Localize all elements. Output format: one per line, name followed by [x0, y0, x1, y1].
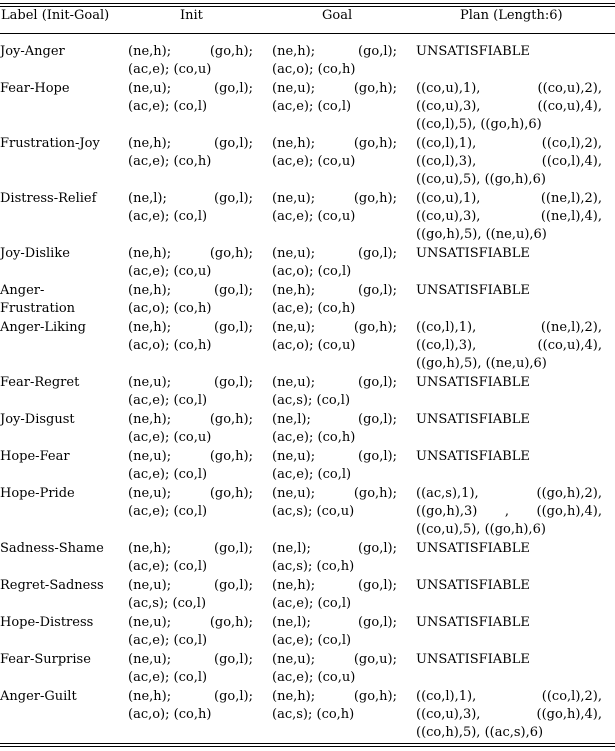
cell-goal: [272, 540, 397, 576]
cell-label-line: Distress-Relief: [0, 191, 97, 206]
cell-label: [0, 245, 122, 263]
cell-init-line: (ac,e); (co,u): [128, 62, 212, 77]
cell-plan: [416, 614, 602, 632]
cell-goal: [272, 190, 397, 226]
table-row: [0, 135, 615, 189]
cell-plan-line: ((co,l),1), ((co,l),2),: [416, 136, 602, 151]
cell-init: [128, 43, 253, 79]
cell-init-line: (ac,e); (co,l): [128, 670, 208, 685]
cell-init-line: (ne,u); (go,h);: [128, 449, 253, 464]
cell-init: [128, 245, 253, 281]
cell-plan-line: ((go,h),5), ((ne,u),6): [416, 227, 547, 242]
cell-init: [128, 80, 253, 116]
cell-label-line: Fear-Hope: [0, 81, 70, 96]
cell-init-line: (ac,e); (co,l): [128, 633, 208, 648]
cell-goal-line: (ac,e); (co,l): [272, 596, 352, 611]
cell-init-line: (ac,e); (co,l): [128, 467, 208, 482]
cell-goal: [272, 485, 397, 521]
cell-goal: [272, 577, 397, 613]
cell-plan-line: UNSATISFIABLE: [416, 246, 530, 261]
cell-plan-line: ((co,l),1), ((ne,l),2),: [416, 320, 602, 335]
cell-init-line: (ne,h); (go,l);: [128, 320, 253, 335]
cell-init: [128, 448, 253, 484]
cell-plan-line: ((co,u),3), ((go,h),4),: [416, 707, 602, 722]
cell-goal-line: (ne,h); (go,l);: [272, 44, 397, 59]
cell-plan: [416, 190, 602, 244]
cell-goal-line: (ac,e); (co,l): [272, 467, 352, 482]
cell-goal-line: (ac,e); (co,u): [272, 670, 356, 685]
cell-label: [0, 540, 122, 558]
cell-goal-line: (ac,o); (co,h): [272, 62, 356, 77]
cell-goal-line: (ne,u); (go,h);: [272, 191, 397, 206]
cell-init-line: (ac,e); (co,l): [128, 99, 208, 114]
cell-goal: [272, 688, 397, 724]
cell-goal-line: (ac,e); (co,l): [272, 99, 352, 114]
cell-label-line: Joy-Disgust: [0, 412, 75, 427]
cell-label: [0, 135, 122, 153]
cell-init-line: (ac,e); (co,h): [128, 154, 212, 169]
table-row: [0, 190, 615, 244]
cell-plan-line: ((co,u),5), ((go,h),6): [416, 522, 546, 537]
cell-init: [128, 374, 253, 410]
table-row: [0, 80, 615, 134]
cell-init-line: (ac,e); (co,l): [128, 504, 208, 519]
cell-label: [0, 282, 122, 318]
cell-goal-line: (ne,l); (go,l);: [272, 615, 397, 630]
cell-plan: [416, 80, 602, 134]
cell-init-line: (ne,u); (go,h);: [128, 486, 253, 501]
header-init: Init: [180, 8, 203, 23]
cell-plan-line: UNSATISFIABLE: [416, 449, 530, 464]
cell-goal: [272, 374, 397, 410]
cell-init: [128, 485, 253, 521]
cell-plan: [416, 245, 602, 263]
cell-label: [0, 651, 122, 669]
top-rule-double: [0, 6, 615, 7]
cell-init-line: (ne,u); (go,l);: [128, 81, 253, 96]
cell-init-line: (ne,u); (go,l);: [128, 652, 253, 667]
cell-plan: [416, 485, 602, 539]
cell-goal: [272, 319, 397, 355]
table-row: [0, 411, 615, 447]
cell-goal: [272, 135, 397, 171]
cell-init-line: (ne,u); (go,h);: [128, 615, 253, 630]
cell-goal: [272, 80, 397, 116]
cell-goal-line: (ne,u); (go,h);: [272, 486, 397, 501]
cell-goal: [272, 614, 397, 650]
cell-init-line: (ne,h); (go,l);: [128, 283, 253, 298]
header-label: Label (Init-Goal): [1, 8, 110, 23]
cell-init: [128, 540, 253, 576]
cell-label-line: Frustration-Joy: [0, 136, 100, 151]
cell-goal: [272, 411, 397, 447]
cell-init: [128, 282, 253, 318]
cell-init-line: (ac,e); (co,l): [128, 559, 208, 574]
cell-plan-line: UNSATISFIABLE: [416, 44, 530, 59]
cell-label: [0, 485, 122, 503]
cell-plan-line: ((co,u),1), ((co,u),2),: [416, 81, 602, 96]
cell-init-line: (ac,s); (co,l): [128, 596, 207, 611]
cell-plan-line: UNSATISFIABLE: [416, 578, 530, 593]
cell-label: [0, 374, 122, 392]
cell-goal-line: (ne,h); (go,h);: [272, 136, 397, 151]
cell-init-line: (ac,e); (co,l): [128, 209, 208, 224]
cell-label: [0, 614, 122, 632]
header-goal: Goal: [322, 8, 353, 23]
cell-goal: [272, 651, 397, 687]
cell-label-line: Joy-Anger: [0, 44, 65, 59]
table-row: [0, 282, 615, 318]
cell-label: [0, 411, 122, 429]
cell-init: [128, 190, 253, 226]
cell-plan: [416, 282, 602, 300]
cell-plan: [416, 651, 602, 669]
table-row: [0, 374, 615, 410]
table-row: [0, 614, 615, 650]
table-row: [0, 540, 615, 576]
cell-plan: [416, 374, 602, 392]
cell-plan-line: ((go,h),3) , ((go,h),4),: [416, 504, 602, 519]
cell-init-line: (ac,o); (co,h): [128, 707, 212, 722]
cell-plan-line: UNSATISFIABLE: [416, 283, 530, 298]
cell-init-line: (ne,h); (go,h);: [128, 246, 253, 261]
cell-plan: [416, 577, 602, 595]
cell-plan-line: UNSATISFIABLE: [416, 375, 530, 390]
cell-goal-line: (ac,e); (co,u): [272, 209, 356, 224]
cell-goal-line: (ne,h); (go,l);: [272, 578, 397, 593]
cell-label-line: Fear-Surprise: [0, 652, 91, 667]
cell-init-line: (ac,e); (co,u): [128, 430, 212, 445]
cell-plan-line: UNSATISFIABLE: [416, 615, 530, 630]
cell-goal-line: (ac,e); (co,h): [272, 430, 356, 445]
cell-plan-line: ((co,h),5), ((ac,s),6): [416, 725, 544, 740]
cell-init-line: (ne,h); (go,l);: [128, 689, 253, 704]
cell-goal-line: (ne,l); (go,l);: [272, 541, 397, 556]
cell-plan: [416, 540, 602, 558]
cell-plan-line: ((co,u),1), ((ne,l),2),: [416, 191, 602, 206]
table-row: [0, 485, 615, 539]
cell-plan: [416, 135, 602, 189]
cell-plan-line: UNSATISFIABLE: [416, 412, 530, 427]
cell-goal-line: (ac,s); (co,h): [272, 707, 355, 722]
cell-goal-line: (ac,s); (co,h): [272, 559, 355, 574]
cell-init: [128, 614, 253, 650]
cell-plan-line: ((co,u),3), ((co,u),4),: [416, 99, 602, 114]
bottom-rule-double: [0, 746, 615, 747]
cell-goal: [272, 282, 397, 318]
cell-goal: [272, 245, 397, 281]
cell-plan: [416, 319, 602, 373]
bottom-rule: [0, 743, 615, 744]
cell-goal-line: (ac,o); (co,l): [272, 264, 352, 279]
cell-init: [128, 135, 253, 171]
cell-plan: [416, 448, 602, 466]
cell-plan-line: ((co,l),3), ((co,l),4),: [416, 154, 602, 169]
cell-init-line: (ac,o); (co,h): [128, 301, 212, 316]
cell-goal-line: (ne,u); (go,h);: [272, 81, 397, 96]
cell-label-line: Sadness-Shame: [0, 541, 104, 556]
cell-goal-line: (ne,h); (go,h);: [272, 689, 397, 704]
cell-plan-line: UNSATISFIABLE: [416, 541, 530, 556]
cell-label: [0, 319, 122, 337]
table-row: [0, 319, 615, 373]
cell-init: [128, 577, 253, 613]
cell-label-line: Anger-Liking: [0, 320, 86, 335]
cell-plan-line: ((ac,s),1), ((go,h),2),: [416, 486, 602, 501]
cell-init-line: (ac,e); (co,l): [128, 393, 208, 408]
cell-goal-line: (ne,u); (go,l);: [272, 375, 397, 390]
cell-init-line: (ne,h); (go,l);: [128, 136, 253, 151]
top-rule: [0, 3, 615, 4]
cell-plan-line: ((co,l),5), ((go,h),6): [416, 117, 542, 132]
cell-goal-line: (ac,s); (co,l): [272, 393, 351, 408]
cell-goal: [272, 43, 397, 79]
header-rule: [0, 33, 615, 34]
cell-label: [0, 688, 122, 706]
cell-init: [128, 411, 253, 447]
cell-goal-line: (ac,e); (co,u): [272, 154, 356, 169]
cell-plan: [416, 43, 602, 61]
cell-label-line: Anger-Guilt: [0, 689, 77, 704]
cell-init-line: (ne,h); (go,h);: [128, 44, 253, 59]
cell-label: [0, 190, 122, 208]
cell-plan-line: ((go,h),5), ((ne,u),6): [416, 356, 547, 371]
cell-goal-line: (ac,s); (co,u): [272, 504, 355, 519]
cell-goal-line: (ne,u); (go,h);: [272, 320, 397, 335]
table-row: [0, 651, 615, 687]
cell-label-line: Joy-Dislike: [0, 246, 70, 261]
cell-init: [128, 651, 253, 687]
table-row: [0, 43, 615, 79]
cell-init-line: (ne,h); (go,h);: [128, 412, 253, 427]
cell-label: [0, 80, 122, 98]
cell-label-line: Fear-Regret: [0, 375, 80, 390]
cell-label-line: Hope-Pride: [0, 486, 75, 501]
cell-plan: [416, 411, 602, 429]
cell-label-line: Frustration: [0, 301, 76, 316]
cell-init-line: (ac,o); (co,h): [128, 338, 212, 353]
header-plan: Plan (Length:6): [460, 8, 563, 23]
cell-plan-line: ((co,u),5), ((go,h),6): [416, 172, 546, 187]
cell-goal-line: (ne,l); (go,l);: [272, 412, 397, 427]
cell-plan-line: UNSATISFIABLE: [416, 652, 530, 667]
cell-init: [128, 319, 253, 355]
cell-goal-line: (ne,h); (go,l);: [272, 283, 397, 298]
cell-goal-line: (ac,e); (co,l): [272, 633, 352, 648]
cell-goal-line: (ne,u); (go,u);: [272, 652, 397, 667]
cell-label: [0, 448, 122, 466]
cell-label-line: Regret-Sadness: [0, 578, 104, 593]
cell-init-line: (ne,l); (go,l);: [128, 191, 253, 206]
cell-label-line: Hope-Fear: [0, 449, 70, 464]
cell-init: [128, 688, 253, 724]
cell-plan-line: ((co,l),1), ((co,l),2),: [416, 689, 602, 704]
cell-goal-line: (ac,o); (co,u): [272, 338, 356, 353]
cell-goal-line: (ac,e); (co,h): [272, 301, 356, 316]
cell-plan-line: ((co,u),3), ((ne,l),4),: [416, 209, 602, 224]
cell-plan: [416, 688, 602, 742]
cell-label-line: Hope-Distress: [0, 615, 94, 630]
cell-init-line: (ac,e); (co,u): [128, 264, 212, 279]
table-row: [0, 245, 615, 281]
table-row: [0, 688, 615, 742]
cell-init-line: (ne,u); (go,l);: [128, 578, 253, 593]
cell-plan-line: ((co,l),3), ((co,u),4),: [416, 338, 602, 353]
table-row: [0, 448, 615, 484]
cell-init-line: (ne,h); (go,l);: [128, 541, 253, 556]
cell-label: [0, 43, 122, 61]
cell-label: [0, 577, 122, 595]
cell-init-line: (ne,u); (go,l);: [128, 375, 253, 390]
cell-label-line: Anger-: [0, 283, 45, 298]
table-row: [0, 577, 615, 613]
cell-goal: [272, 448, 397, 484]
cell-goal-line: (ne,u); (go,l);: [272, 246, 397, 261]
cell-goal-line: (ne,u); (go,l);: [272, 449, 397, 464]
